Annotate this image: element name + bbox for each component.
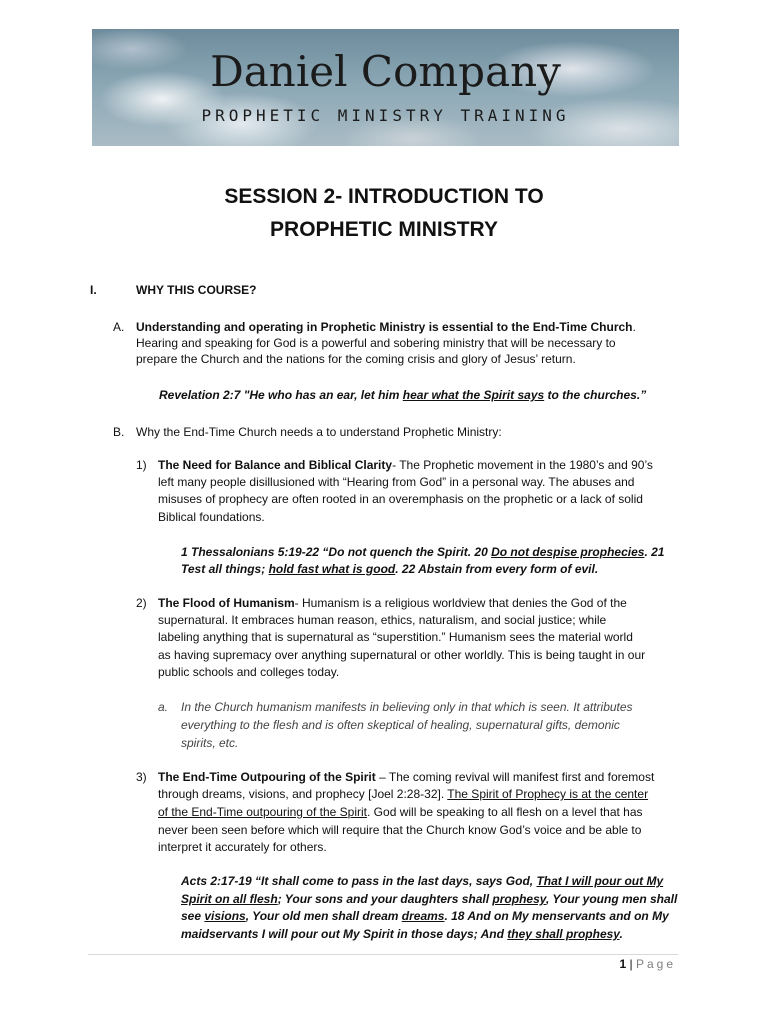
verse-text: 1 Thessalonians 5:19-22 “Do not quench the Spirit. 20 [181, 545, 492, 559]
point-2-line-4: as having supremacy over anything supernatural or other worldly. This is being taught in our [158, 648, 646, 662]
verse-text: , Your old men shall dream [245, 909, 402, 923]
item-a-line-1-tail: . [632, 320, 636, 334]
verse-underlined: hold fast what is good [268, 562, 396, 576]
point-3-verse-line-3 [181, 907, 669, 925]
point-2-line-3: labeling anything that is supernatural as “superstition.” Humanism sees the material world [158, 630, 633, 644]
footer-separator: | [626, 957, 636, 971]
point-1-line-1 [158, 456, 653, 474]
verse-text: . 21 [644, 545, 665, 559]
item-b-marker: B. [113, 425, 125, 439]
verse-text: Acts 2:17-19 “It shall come to pass in the last days, says God, [181, 874, 537, 888]
point-3-line-2 [158, 785, 648, 803]
point-1-line-4: Biblical foundations. [158, 510, 265, 524]
item-a-bold: Understanding and operating in Prophetic Ministry is essential to the End-Time Church [136, 320, 633, 334]
point-1-bold: The Need for Balance and Biblical Clarity [158, 458, 393, 472]
item-a-verse [159, 386, 646, 404]
page-label: Page [635, 957, 676, 971]
item-b-text: Why the End-Time Church needs a to understand Prophetic Ministry: [136, 425, 502, 439]
verse-underlined: visions [204, 909, 246, 923]
point-2-line-1-tail: - Humanism is a religious worldview that denies the God of the [294, 596, 627, 610]
point-2-sub-marker: a. [158, 700, 169, 714]
point-1-marker: 1) [136, 458, 147, 472]
point-2-line-1 [158, 594, 627, 612]
banner-title: Daniel Company [210, 47, 561, 96]
verse-text: maidservants I will pour out My Spirit in those days; And [181, 927, 508, 941]
point-3-underlined: The Spirit of Prophecy is at the center [447, 787, 649, 801]
point-3-verse-line-1 [181, 872, 663, 890]
title-line-1: SESSION 2- INTRODUCTION TO [224, 185, 544, 208]
document-title [0, 180, 768, 246]
point-3-text: . God will be speaking to all flesh on a level that has [367, 805, 643, 819]
verse-text: see [181, 909, 205, 923]
verse-text: . 22 Abstain from every form of evil. [395, 562, 599, 576]
point-3-underlined: of the End-Time outpouring of the Spirit [158, 805, 368, 819]
verse-text: . 18 And on My menservants and on My [444, 909, 669, 923]
header-banner [92, 29, 679, 146]
verse-underlined: they shall prophesy [507, 927, 620, 941]
verse-underlined: prophesy [492, 892, 546, 906]
point-1-verse-line-2 [181, 560, 598, 578]
verse-text: Revelation 2:7 "He who has an ear, let him [159, 388, 403, 402]
point-3-bold: The End-Time Outpouring of the Spirit [158, 770, 376, 784]
point-3-text: through dreams, visions, and prophecy [Joel 2:28-32]. [158, 787, 448, 801]
title-line-2: PROPHETIC MINISTRY [270, 218, 498, 241]
verse-text: Test all things; [181, 562, 269, 576]
point-2-sub-line-3: spirits, etc. [181, 736, 239, 750]
point-1-line-3: misuses of prophecy are often rooted in an overemphasis on the prophetic or a lack of solid [158, 492, 643, 506]
point-2-sub-line-2: everything to the flesh and is often skeptical of healing, supernatural gifts, demonic [181, 718, 620, 732]
point-3-verse-line-2 [181, 890, 677, 908]
item-a-line-2: Hearing and speaking for God is a powerful and sobering ministry that will be necessary to [136, 336, 616, 350]
point-2-sub-line-1: In the Church humanism manifests in believing only in that which is seen. It attributes [181, 700, 633, 714]
page-number: 1 [619, 957, 627, 971]
point-3-line-1-tail: – The coming revival will manifest first and foremost [375, 770, 655, 784]
page-footer [619, 957, 676, 971]
point-1-verse-line-1 [181, 543, 664, 561]
point-3-line-4: never been seen before which will require that the Church know God’s voice and be able to [158, 823, 642, 837]
point-2-marker: 2) [136, 596, 147, 610]
verse-text: to the churches.” [544, 388, 647, 402]
point-3-line-1 [158, 768, 654, 786]
item-a-line-3: prepare the Church and the nations for the coming crisis and glory of Jesus’ return. [136, 352, 576, 366]
verse-underlined: hear what the Spirit says [402, 388, 545, 402]
item-a-marker: A. [113, 320, 125, 334]
footer-divider [88, 954, 678, 955]
point-3-verse-line-4 [181, 925, 623, 943]
point-1-line-2: left many people disillusioned with “Hearing from God” in a personal way. The abuses and [158, 475, 635, 489]
point-1-line-1-tail: - The Prophetic movement in the 1980’s and 90’s [392, 458, 653, 472]
point-2-line-5: public schools and colleges today. [158, 665, 340, 679]
verse-underlined: Do not despise prophecies [491, 545, 645, 559]
point-3-line-3 [158, 803, 643, 821]
banner-subtitle: PROPHETIC MINISTRY TRAINING [201, 106, 570, 125]
verse-text: , Your young men shall [545, 892, 678, 906]
point-3-marker: 3) [136, 770, 147, 784]
verse-underlined: dreams [401, 909, 445, 923]
point-2-line-2: supernatural. It embraces human reason, ethics, naturalism, and social justice; while [158, 613, 607, 627]
section-heading: WHY THIS COURSE? [136, 283, 257, 297]
verse-text: . [619, 927, 623, 941]
point-3-line-5: interpret it accurately for others. [158, 840, 327, 854]
verse-text: ; Your sons and your daughters shall [277, 892, 493, 906]
verse-underlined: Spirit on all flesh [181, 892, 278, 906]
section-numeral: I. [90, 283, 97, 297]
verse-underlined: That I will pour out My [536, 874, 664, 888]
point-2-bold: The Flood of Humanism [158, 596, 295, 610]
